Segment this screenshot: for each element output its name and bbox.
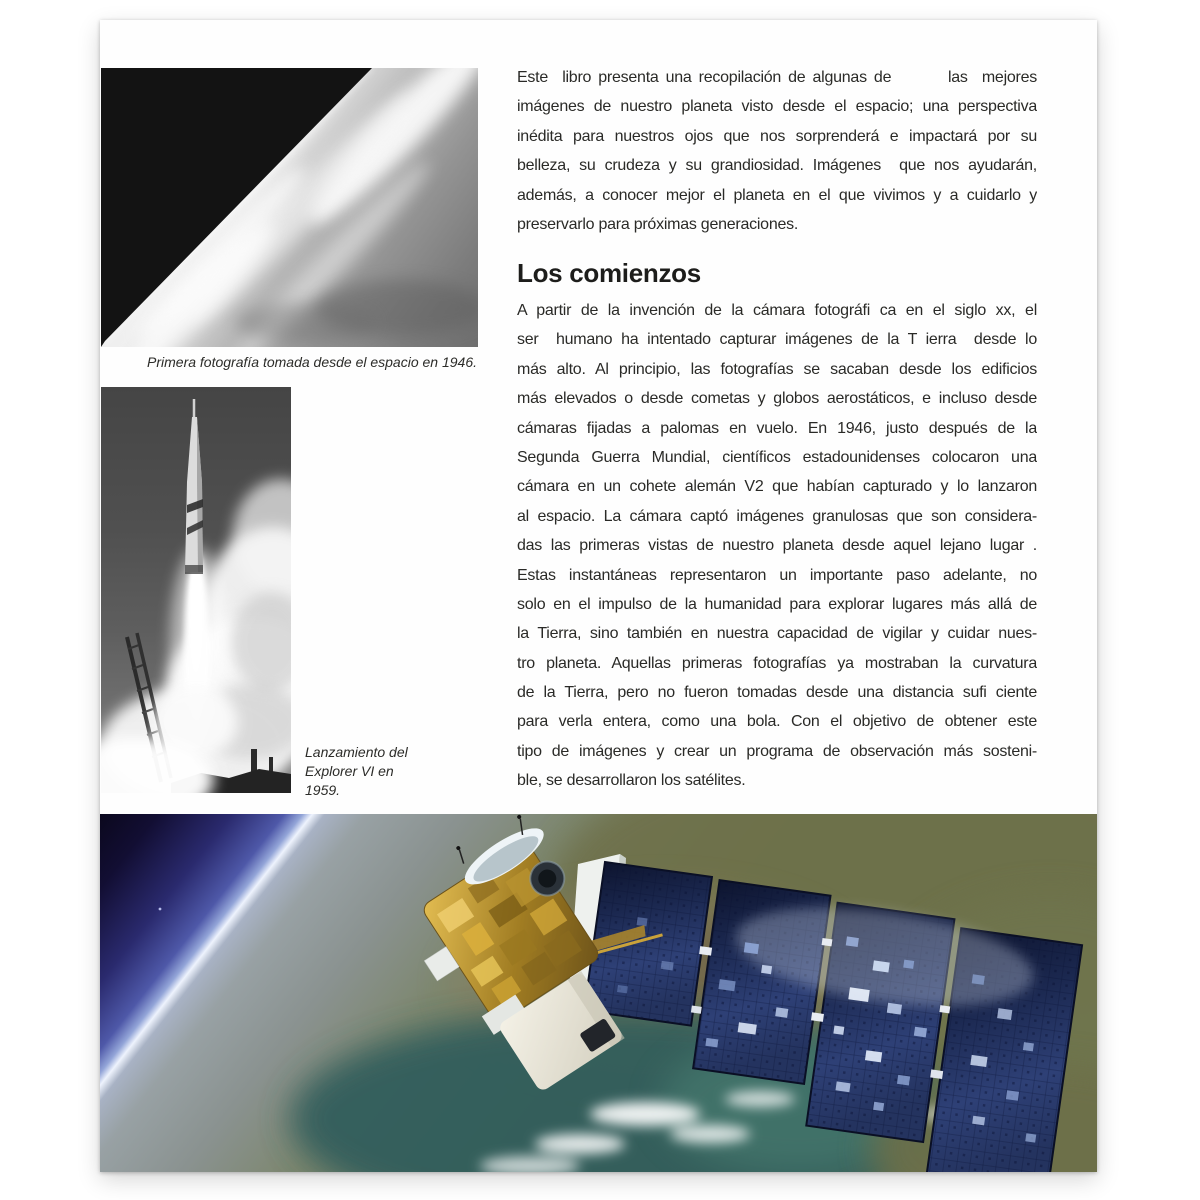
text-line: Explorer VI en — [305, 763, 394, 779]
text-line: para verla entera, como una bola. Con el objetivo de obtener este — [517, 713, 1037, 731]
text-line: das las primeras vistas de nuestro planeta desde aquel lejano lugar . — [517, 537, 1037, 555]
text-line: la Tierra, sino también en nuestra capacidad de vigilar y cuidar nues- — [517, 625, 1037, 643]
section-paragraph — [517, 296, 1037, 796]
text-line: cámaras fijadas a palomas en vuelo. En 1946, justo después de la — [517, 419, 1037, 437]
text-line: ser humano ha intentado capturar imágenes de la T ierra desde lo — [517, 331, 1037, 349]
satellite-earth-photo — [100, 814, 1097, 1172]
text-line: Este libro presenta una recopilación de algunas de las mejores — [517, 69, 1037, 86]
intro-paragraph — [517, 63, 1037, 239]
text-line: preservarlo para próximas generaciones. — [517, 215, 799, 233]
text-line: ble, se desarrollaron los satélites. — [517, 772, 746, 790]
rocket-photo-caption — [305, 743, 455, 800]
book-page — [100, 20, 1097, 1172]
text-line: inédita para nuestros ojos que nos sorprenderá e impactará por su — [517, 127, 1037, 145]
text-line: solo en el impulso de la humanidad para explorar lugares más allá de — [517, 595, 1037, 613]
text-line: Lanzamiento del — [305, 744, 408, 760]
text-line: Segunda Guerra Mundial, científicos estadounidenses colocaron una — [517, 448, 1037, 466]
earth-horizon-illustration — [101, 68, 478, 347]
text-line: además, a conocer mejor el planeta en el que vivimos y a cuidarlo y — [517, 186, 1037, 204]
text-line: Estas instantáneas representaron un importante paso adelante, no — [517, 566, 1037, 584]
text-line: de la Tierra, pero no fueron tomadas desde una distancia sufi ciente — [517, 684, 1037, 702]
satellite-illustration — [100, 814, 1097, 1172]
text-line: cámara en un cohete alemán V2 que habían capturado y lo lanzaron — [517, 478, 1037, 496]
text-line: al espacio. La cámara captó imágenes granulosas que son considera- — [517, 507, 1037, 525]
section-heading: Los comienzos — [517, 258, 701, 288]
text-line: tro planeta. Aquellas primeras fotografías ya mostraban la curvatura — [517, 654, 1037, 672]
space-photo-caption: Primera fotografía tomada desde el espacio en 1946. — [147, 354, 477, 370]
text-line: imágenes de nuestro planeta visto desde el espacio; una perspectiva — [517, 98, 1037, 116]
text-line: belleza, su crudeza y su grandiosidad. Imágenes que nos ayudarán, — [517, 157, 1037, 175]
space-1946-photo — [101, 68, 478, 347]
text-line: más elevados o desde cometas y globos aerostáticos, e incluso desde — [517, 390, 1037, 408]
text-line: 1959. — [305, 782, 341, 798]
rocket-launch-illustration — [101, 387, 291, 793]
rocket-launch-photo — [101, 387, 291, 793]
text-line: tipo de imágenes y crear un programa de observación más sosteni- — [517, 742, 1037, 760]
text-line: más alto. Al principio, las fotografías se sacaban desde los edificios — [517, 360, 1037, 378]
text-line: A partir de la invención de la cámara fotográfi ca en el siglo xx, el — [517, 302, 1037, 319]
